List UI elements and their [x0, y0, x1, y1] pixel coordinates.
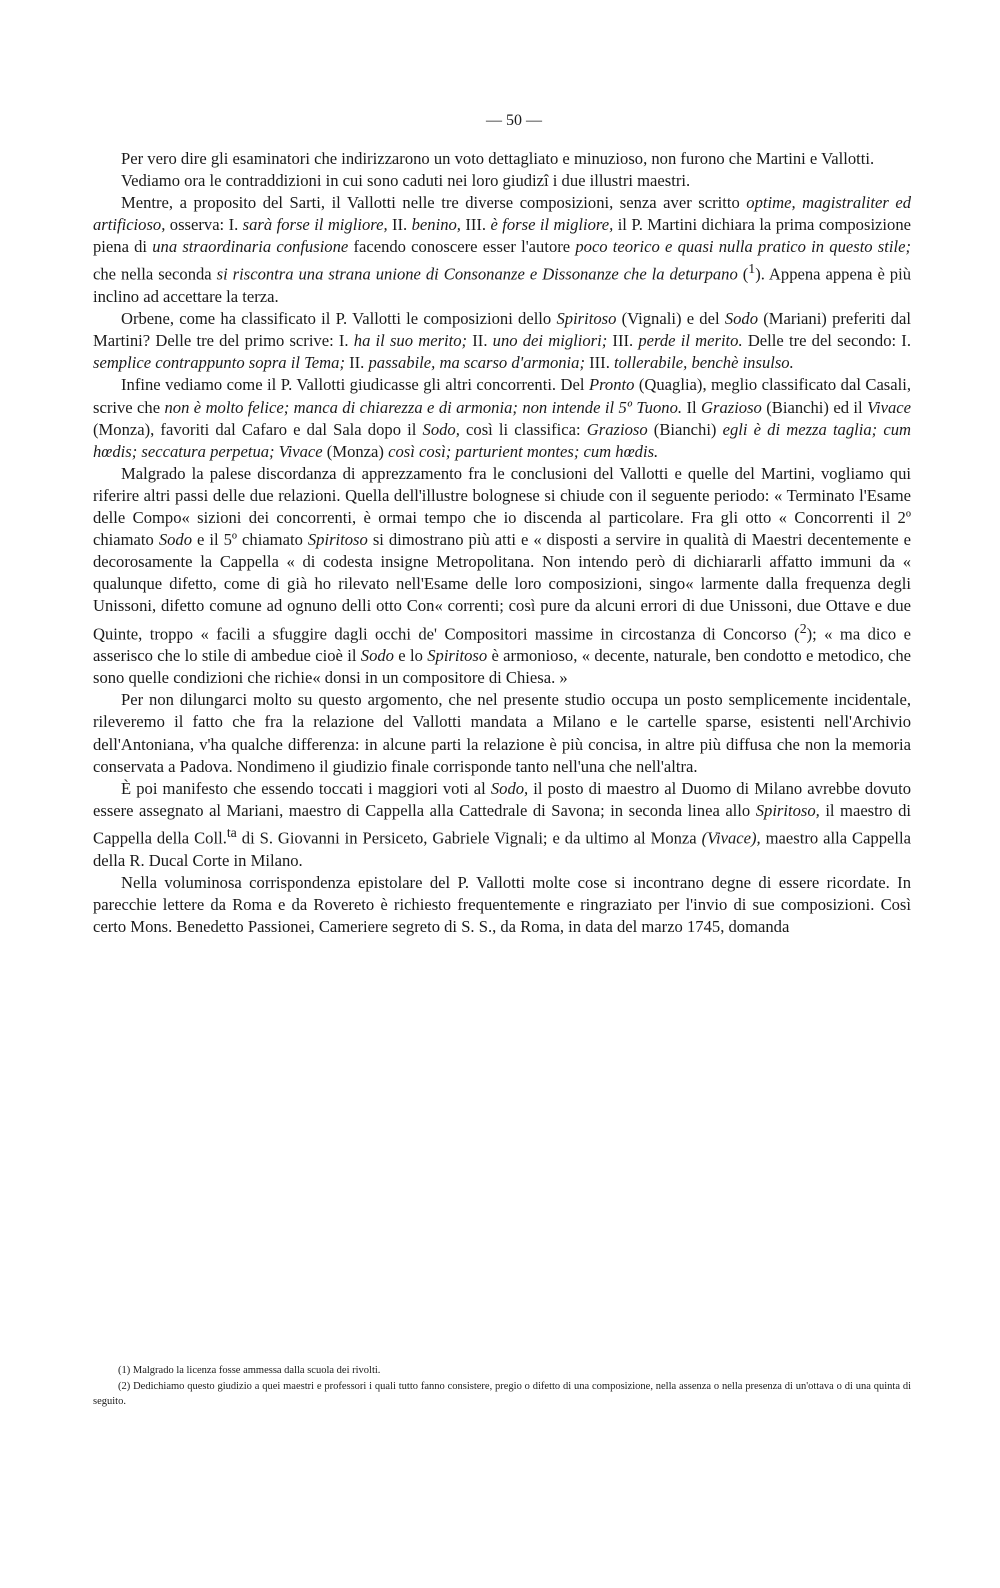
italic-span: Spiritoso — [307, 530, 368, 550]
text-span: II. — [467, 331, 493, 351]
text-span: Per vero dire gli esaminatori che indirizzarono un voto dettagliato e minuzioso, non furono che Martini e Vallotti. — [121, 149, 875, 168]
italic-span: una straordinaria confusione — [152, 237, 349, 257]
text-span: Delle tre del secondo: I. — [742, 331, 911, 351]
text-span: Nella voluminosa corrispondenza epistolare del P. Vallotti molte cose si incontrano degne di essere ricordate. In parecchie lettere da Roma e da Rovereto è richiesto frequentemente e ringraziato per l'invio di sue composizioni. Così certo Mons. Benedetto Passionei, Cameriere segreto di S. S., da Roma, in data del marzo 1745, domanda — [93, 872, 911, 936]
text-span: facendo conoscere esser l'autore — [348, 237, 576, 257]
italic-span: è forse il migliore, — [490, 215, 614, 235]
text-span: il posto di maestro al Duomo di Milano avrebbe dovuto essere assegnato al Mariani, maestro di Cappella alla Cattedrale di Savona; in seconda linea allo — [93, 778, 911, 820]
text-span: si dimostrano più atti e « disposti a servire in qualità di Maestri decentemente e decorosamente la Cappella « di codesta insigne Metropolitana. Non intendo però di dichiararli affatto immuni da « qualunque difetto, come di già ho rilevato nell'Esame delle loro composizioni, singo« larmente dalla frequenza degli Unissoni, difetto comune ad ognuno delli otto Con« correnti; così pure da alcuni errori di due Unissoni, due Ottave e due Quinte, troppo « facili a sfuggire dagli occhi de' Compositori massime in circostanza di Concorso ( — [93, 530, 912, 644]
paragraph — [93, 148, 911, 170]
page-number: — 50 — — [486, 112, 542, 129]
footnotes — [93, 1363, 911, 1410]
paragraph — [93, 872, 911, 938]
footnote: (2) Dedichiamo questo giudizio a quei maestri e professori i quali tutto fanno consistere, pregio o difetto di una composizione, nella assenza o nella presenza di un'ottava o di una quinta di seguito. — [93, 1380, 911, 1407]
text-span: Malgrado la palese discordanza di apprezzamento fra le conclusioni del Vallotti e quelle del Martini, vogliamo qui riferire altri passi delle due relazioni. Quella dell'illustre bolognese si chiude con il seguente periodo: « Terminato l'Esame delle Compo« sizioni dei concorrenti, è ormai tempo che io discenda al particolare. Fra gli otto « Concorrenti il 2º chiamato — [93, 463, 911, 550]
body-text — [93, 148, 911, 938]
text-span: È poi manifesto che essendo toccati i maggiori voti al — [121, 778, 491, 798]
italic-span: Pronto — [588, 375, 635, 395]
paragraph — [93, 463, 911, 689]
italic-span: Sodo, — [422, 419, 460, 439]
italic-span: passabile, ma scarso d'armonia; — [368, 353, 585, 373]
italic-span: Grazioso — [586, 419, 648, 439]
text-span: osserva: I. — [165, 215, 243, 235]
text-span: che nella seconda — [93, 265, 217, 284]
text-span: (Bianchi) ed il — [761, 397, 868, 417]
italic-span: si riscontra una strana unione di Consonanze e Dissonanze che la deturpano — [216, 265, 738, 284]
text-span: III. — [584, 353, 615, 373]
text-span: Mentre, a proposito del Sarti, il Vallotti nelle tre diverse composizioni, senza aver scritto — [121, 193, 747, 213]
text-span: (Monza), favoriti dal Cafaro e dal Sala dopo il — [93, 419, 423, 439]
footnote-marker: 2 — [799, 620, 807, 636]
text-span: II. — [387, 215, 412, 235]
paragraph — [93, 308, 911, 374]
italic-span: Vivace — [867, 397, 911, 417]
paragraph — [93, 170, 911, 192]
text-span: ( — [737, 265, 749, 284]
text-span: è armonioso, « decente, naturale, ben condotto e metodico, che sono quelle condizioni che richie« donsi in un compositore di Chiesa. » — [93, 646, 911, 688]
paragraph — [93, 192, 911, 308]
italic-span: Sodo — [158, 530, 193, 550]
italic-span: Sodo, — [490, 778, 529, 798]
text-span: di S. Giovanni in Persiceto, Gabriele Vignali; e da ultimo al Monza — [236, 828, 702, 848]
footnote-marker: ta — [226, 824, 237, 840]
italic-span: benino, — [411, 215, 461, 235]
paragraph — [93, 778, 911, 872]
italic-span: Sodo — [724, 309, 759, 329]
paragraph — [93, 689, 911, 777]
text-span: (Monza) — [322, 441, 389, 461]
text-span: III. — [607, 331, 639, 351]
text-span: ). Appena appena è più inclino ad accettare la terza. — [93, 265, 912, 307]
italic-span: (Vivace), — [701, 828, 761, 848]
text-span: Il — [682, 397, 701, 417]
italic-span: egli è di mezza taglia; cum hœdis; seccatura perpetua; — [93, 419, 911, 461]
footnote: (1) Malgrado la licenza fosse ammessa dalla scuola dei rivolti. — [118, 1365, 381, 1376]
text-span: il maestro di Cappella della Coll. — [93, 800, 911, 848]
italic-span: tollerabile, benchè insulso. — [614, 353, 794, 373]
italic-span: Spiritoso, — [755, 800, 820, 820]
italic-span: così così; parturient montes; cum hœdis. — [388, 441, 659, 461]
italic-span: sarà forse il migliore, — [242, 215, 388, 235]
text-span: III. — [460, 215, 491, 235]
text-span: Per non dilungarci molto su questo argomento, che nel presente studio occupa un posto semplicemente incidentale, rileveremo il fatto che fra la relazione del Vallotti mandata a Milano e le cartelle sparse, esistenti nell'Archivio dell'Antoniana, v'ha qualche differenza: in alcune parti la relazione è più concisa, in altre più diffusa che non la memoria conservata a Padova. Nondimeno il giudizio finale corrisponde tanto nell'una che nell'altra. — [93, 690, 911, 776]
italic-span: Spiritoso — [556, 309, 617, 329]
text-span: Vediamo ora le contraddizioni in cui sono caduti nei loro giudizî i due illustri maestri. — [121, 171, 691, 191]
text-span: ); « ma dico e asserisco che lo stile di ambedue cioè il — [93, 624, 911, 666]
text-span: il P. Martini dichiara la prima composizione piena di — [93, 215, 911, 257]
italic-span: perde il merito. — [638, 331, 743, 351]
text-span: (Quaglia), meglio classificato dal Casali, scrive che — [93, 375, 911, 417]
text-span: Orbene, come ha classificato il P. Vallotti le composizioni dello — [121, 309, 557, 329]
italic-span: Spiritoso — [427, 646, 488, 666]
text-span: (Bianchi) — [647, 419, 723, 439]
text-span: e il 5º chiamato — [192, 530, 308, 550]
italic-span: optime, magistraliter ed artificioso, — [93, 193, 912, 235]
text-span: così li classifica: — [459, 419, 587, 439]
text-span: Infine vediamo come il P. Vallotti giudicasse gli altri concorrenti. Del — [121, 375, 589, 395]
italic-span: Grazioso — [701, 397, 762, 417]
text-span: maestro alla Cappella della R. Ducal Corte in Milano. — [93, 828, 911, 870]
italic-span: non è molto felice; manca di chiarezza e di armonia; non intende il 5º Tuono. — [164, 397, 683, 417]
italic-span: uno dei migliori; — [492, 331, 608, 351]
italic-span: Sodo — [360, 646, 394, 666]
italic-span: poco teorico e quasi nulla pratico in questo stile; — [575, 237, 911, 257]
italic-span: semplice contrappunto sopra il Tema; — [93, 353, 345, 373]
italic-span: Vivace — [278, 441, 323, 461]
italic-span: ha il suo merito; — [353, 331, 468, 351]
text-span: II. — [344, 353, 369, 373]
text-span: (Vignali) e del — [616, 309, 725, 329]
footnote-marker: 1 — [748, 261, 756, 277]
text-span: (Mariani) preferiti dal Martini? Delle tre del primo scrive: I. — [93, 309, 912, 351]
paragraph — [93, 374, 911, 462]
text-span: e lo — [393, 646, 428, 666]
